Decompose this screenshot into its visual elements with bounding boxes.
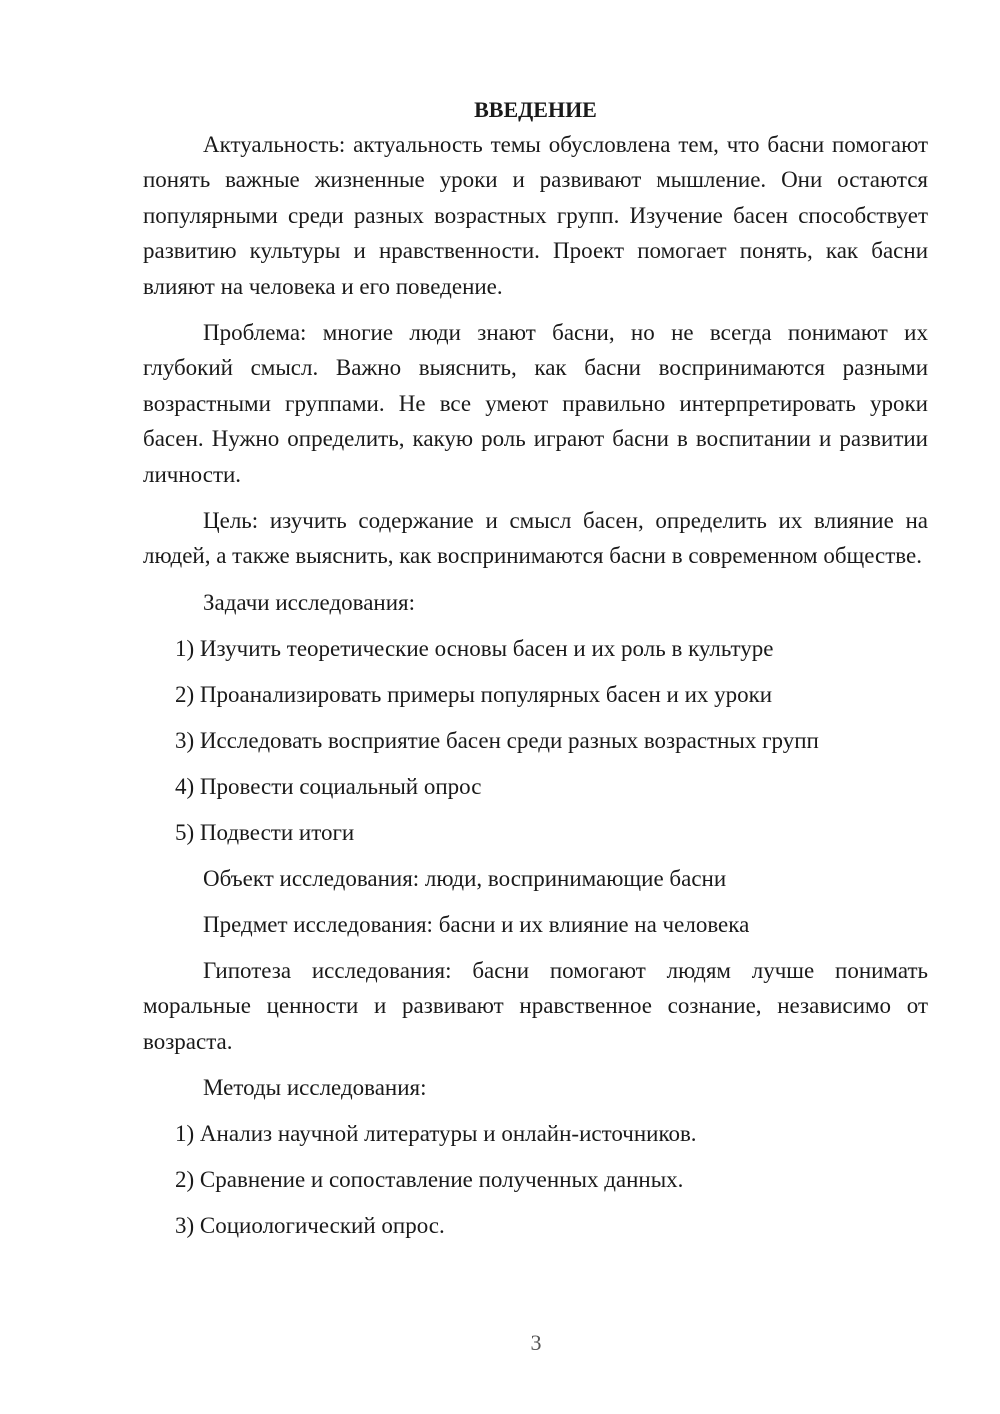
- list-item-task-3: 3) Исследовать восприятие басен среди разных возрастных групп: [175, 727, 819, 753]
- list-item-method-3: 3) Социологический опрос.: [175, 1213, 445, 1239]
- list-item-task-2: 2) Проанализировать примеры популярных басен и их уроки: [175, 681, 773, 707]
- methods-title: Методы исследования:: [203, 1075, 427, 1101]
- list-item-task-5: 5) Подвести итоги: [175, 819, 355, 845]
- list-item-method-2: 2) Сравнение и сопоставление полученных данных.: [175, 1167, 684, 1193]
- hypothesis-paragraph: Гипотеза исследования: басни помогают людям лучше понимать моральные ценности и развивают нравственное сознание, независимо от возраста.: [143, 957, 928, 1054]
- goal-paragraph: Цель: изучить содержание и смысл басен, определить их влияние на людей, а также выяснить, как воспринимаются басни в современном обществе.: [143, 508, 928, 569]
- problem-paragraph: Проблема: многие люди знают басни, но не всегда понимают их глубокий смысл. Важно выяснить, как басни воспринимаются разными возрастными группами. Не все умеют правильно интерпретировать уроки басен. Нужно определить, какую роль играют басни в воспитании и развитии личности.: [143, 320, 928, 487]
- page-number: 3: [530, 1330, 542, 1355]
- relevance-paragraph: Актуальность: актуальность темы обусловлена тем, что басни помогают понять важные жизненные уроки и развивают мышление. Они остаются популярными среди разных возрастных групп. Изучение басен способствует развитию культуры и нравственности. Проект помогает понять, как басни влияют на человека и его поведение.: [143, 132, 928, 299]
- list-item-task-1: 1) Изучить теоретические основы басен и их роль в культуре: [175, 635, 774, 661]
- list-item-method-1: 1) Анализ научной литературы и онлайн-источников.: [175, 1121, 697, 1147]
- tasks-title: Задачи исследования:: [203, 589, 416, 615]
- list-item-task-4: 4) Провести социальный опрос: [175, 773, 482, 799]
- research-subject: Предмет исследования: басни и их влияние на человека: [203, 911, 750, 937]
- section-heading: ВВЕДЕНИЕ: [474, 97, 597, 122]
- page-body: [143, 94, 928, 1254]
- research-object: Объект исследования: люди, воспринимающие басни: [203, 865, 727, 891]
